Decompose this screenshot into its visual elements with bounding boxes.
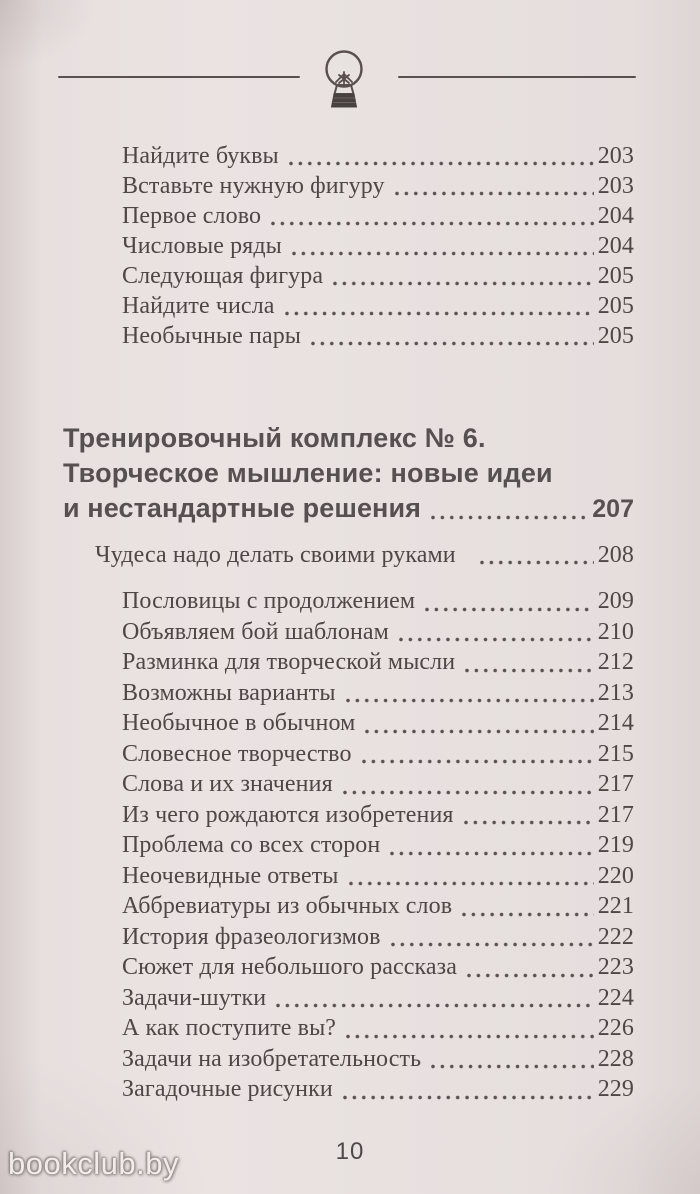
toc-group-2 <box>0 586 700 1105</box>
toc-entry-title: Первое слово <box>122 203 262 229</box>
toc-entry <box>0 141 700 171</box>
toc-entry <box>0 983 700 1014</box>
toc-leader-dots <box>271 219 594 228</box>
toc-entry-title: Объявляем бой шаблонам <box>122 618 389 645</box>
toc-entry-page: 229 <box>597 1076 634 1102</box>
toc-entry-title: Неочевидные ответы <box>122 862 339 889</box>
toc-entry-title: Слова и их значения <box>122 771 333 797</box>
toc-leader-dots <box>399 635 594 644</box>
toc-entry <box>0 861 700 892</box>
toc-entry-title: А как поступите вы? <box>122 1015 337 1041</box>
toc-entry-page: 208 <box>597 542 634 568</box>
toc-entry-title: Словесное творчество <box>122 740 352 767</box>
toc-entry-title: Необычные пары <box>122 323 302 349</box>
toc-leader-dots <box>395 189 594 198</box>
toc-leader-dots <box>349 879 594 888</box>
toc-entry <box>0 800 700 831</box>
chapter-heading <box>0 421 700 527</box>
toc-entry-title: Сюжет для небольшого рассказа <box>122 954 457 980</box>
toc-entry-title: Чудеса надо делать своими руками <box>95 542 456 568</box>
toc-entry <box>0 769 700 800</box>
toc-entry <box>0 739 700 770</box>
toc-entry <box>0 201 700 231</box>
toc-entry <box>0 291 700 321</box>
toc-leader-dots <box>467 971 594 980</box>
toc-entry-page: 219 <box>597 832 634 858</box>
toc-entry-title: Возможны варианты <box>122 679 336 706</box>
chapter-page: 207 <box>592 495 634 523</box>
toc-entry-title: Пословицы с продолжением <box>122 588 416 614</box>
toc-entry <box>0 1074 700 1105</box>
toc-entry-page: 222 <box>597 923 634 950</box>
toc-leader-dots <box>285 309 594 318</box>
toc-entry-page: 210 <box>597 618 634 645</box>
toc-entry-title: Задачи-шутки <box>122 984 267 1011</box>
chapter-heading-line3: и нестандартные решения <box>63 493 422 523</box>
toc-entry-title: Загадочные рисунки <box>122 1076 333 1102</box>
toc-entry-title: Разминка для творческой мысли <box>122 649 456 675</box>
toc-entry-page: 212 <box>597 649 634 675</box>
toc-leader-dots <box>365 727 593 736</box>
toc-entry <box>0 261 700 291</box>
toc-entry-page: 226 <box>597 1015 634 1041</box>
toc-leader-dots <box>343 1093 594 1102</box>
toc-leader-dots <box>464 818 594 827</box>
toc-entry <box>0 231 700 261</box>
toc-entry-page: 214 <box>597 710 634 736</box>
toc-entry-page: 228 <box>597 1045 634 1072</box>
toc-leader-dots <box>276 1001 594 1010</box>
watermark: bookclub.by <box>8 1146 179 1181</box>
toc-leader-dots <box>292 249 594 258</box>
toc-entry <box>0 708 700 739</box>
toc-leader-dots <box>311 339 594 348</box>
toc-entry-page: 209 <box>597 588 634 614</box>
toc-leader-dots <box>431 513 588 522</box>
toc-entry <box>0 647 700 678</box>
chapter-heading-line2: Творческое мышление: новые идеи <box>63 458 553 488</box>
table-of-contents <box>0 141 700 1105</box>
toc-leader-dots <box>425 605 593 614</box>
toc-entry <box>0 540 700 570</box>
toc-entry <box>0 1044 700 1075</box>
toc-entry-title: История фразеологизмов <box>122 923 381 950</box>
toc-entry <box>0 952 700 983</box>
toc-entry-page: 204 <box>597 233 634 259</box>
toc-leader-dots <box>333 279 594 288</box>
toc-leader-dots <box>289 159 594 168</box>
toc-entry-page: 217 <box>597 801 634 828</box>
toc-entry-page: 221 <box>597 893 634 919</box>
toc-leader-dots <box>343 788 594 797</box>
toc-entry-title: Найдите буквы <box>122 143 279 169</box>
toc-entry-title: Проблема со всех сторон <box>122 832 381 858</box>
toc-entry <box>0 1013 700 1044</box>
toc-leader-dots <box>362 757 594 766</box>
toc-entry-page: 205 <box>597 263 634 289</box>
toc-entry <box>0 617 700 648</box>
toc-leader-dots <box>462 910 594 919</box>
toc-leader-dots <box>431 1062 594 1071</box>
toc-leader-dots <box>346 696 594 705</box>
toc-leader-dots <box>391 940 594 949</box>
subchapter <box>0 540 700 570</box>
toc-entry-page: 223 <box>597 954 634 980</box>
toc-entry <box>0 830 700 861</box>
toc-entry-title: Задачи на изобретательность <box>122 1045 422 1072</box>
toc-entry-title: Числовые ряды <box>122 233 282 259</box>
toc-entry-page: 213 <box>597 679 634 706</box>
toc-entry <box>0 922 700 953</box>
toc-entry-title: Аббревиатуры из обычных слов <box>122 893 453 919</box>
toc-entry <box>0 321 700 351</box>
toc-entry-title: Необычное в обычном <box>122 710 356 736</box>
toc-leader-dots <box>390 849 593 858</box>
toc-entry-title: Из чего рождаются изобретения <box>122 801 454 828</box>
toc-entry-page: 217 <box>597 771 634 797</box>
section-divider <box>0 46 700 112</box>
toc-entry <box>0 891 700 922</box>
toc-entry-page: 215 <box>597 740 634 767</box>
toc-entry-page: 203 <box>597 173 634 199</box>
toc-entry-page: 220 <box>597 862 634 889</box>
divider-rule-right <box>398 76 636 78</box>
toc-leader-dots <box>480 558 594 567</box>
toc-leader-dots <box>465 666 593 675</box>
toc-leader-dots <box>346 1032 594 1041</box>
toc-entry-title: Вставьте нужную фигуру <box>122 173 385 199</box>
toc-entry-title: Следующая фигура <box>122 263 324 289</box>
toc-entry <box>0 678 700 709</box>
toc-entry-page: 203 <box>597 143 634 169</box>
chapter-heading-line1: Тренировочный комплекс № 6. <box>63 423 486 453</box>
page-number: 10 <box>335 1138 365 1165</box>
chapter-heading-line3-row <box>63 491 634 527</box>
toc-entry-page: 205 <box>597 323 634 349</box>
toc-entry-page: 204 <box>597 203 634 229</box>
toc-entry-page: 224 <box>597 984 634 1011</box>
toc-entry-page: 205 <box>597 293 634 319</box>
toc-entry <box>0 586 700 617</box>
toc-entry <box>0 171 700 201</box>
divider-rule-left <box>58 76 300 78</box>
toc-entry-title: Найдите числа <box>122 293 275 319</box>
toc-group-1 <box>0 141 700 351</box>
